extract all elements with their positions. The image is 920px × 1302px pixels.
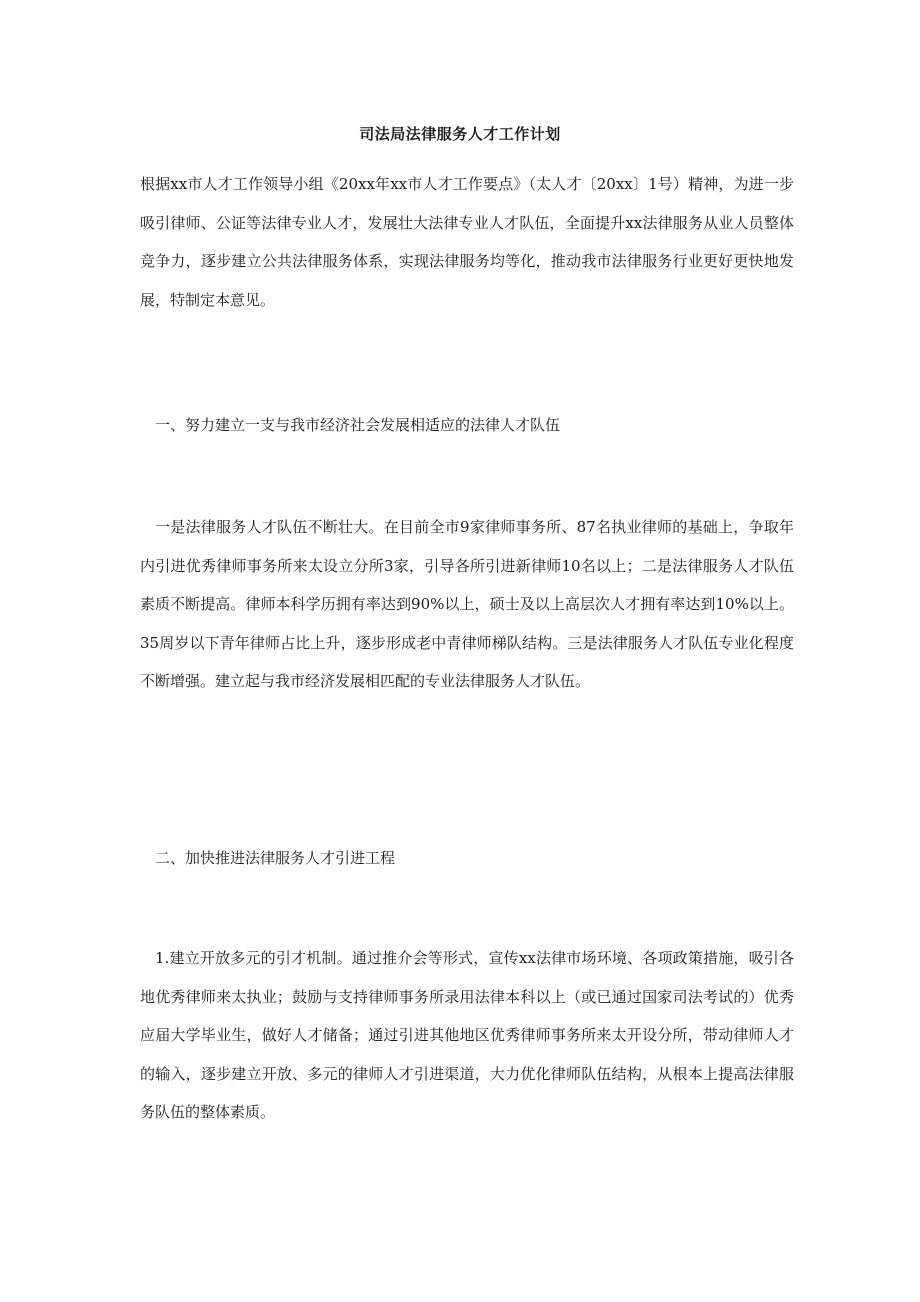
section-2-item-1: 1.建立开放多元的引才机制。通过推介会等形式，宣传xx法律市场环境、各项政策措施，吸引各地优秀律师来太执业；鼓励与支持律师事务所录用法律本科以上（或已通过国家司法考试的）优秀应届大学毕业生，做好人才储备；通过引进其他地区优秀律师事务所来太开设分所，带动律师人才的输入，逐步建立开放、多元的律师人才引进渠道，大力优化律师队伍结构，从根本上提高法律服务队伍的整体素质。	[140, 949, 794, 1122]
section-1-heading: 一、努力建立一支与我市经济社会发展相适应的法律人才队伍	[155, 416, 561, 434]
section-1-body: 一是法律服务人才队伍不断壮大。在目前全市9家律师事务所、87名执业律师的基础上，争取年内引进优秀律师事务所来太设立分所3家，引导各所引进新律师10名以上；二是法律服务人才队伍素质不断提高。律师本科学历拥有率达到90%以上，硕士及以上高层次人才拥有率达到10%以上。35周岁以下青年律师占比上升，逐步形成老中青律师梯队结构。三是法律服务人才队伍专业化程度不断增强。建立起与我市经济发展相匹配的专业法律服务人才队伍。	[140, 518, 794, 691]
intro-paragraph: 根据xx市人才工作领导小组《20xx年xx市人才工作要点》（太人才〔20xx〕1号）精神，为进一步吸引律师、公证等法律专业人才，发展壮大法律专业人才队伍，全面提升xx法律服务从业人员整体竞争力，逐步建立公共法律服务体系，实现法律服务均等化，推动我市法律服务行业更好更快地发展，特制定本意见。	[140, 175, 794, 309]
document-title: 司法局法律服务人才工作计划	[359, 125, 561, 143]
section-2-heading: 二、加快推进法律服务人才引进工程	[155, 849, 396, 867]
